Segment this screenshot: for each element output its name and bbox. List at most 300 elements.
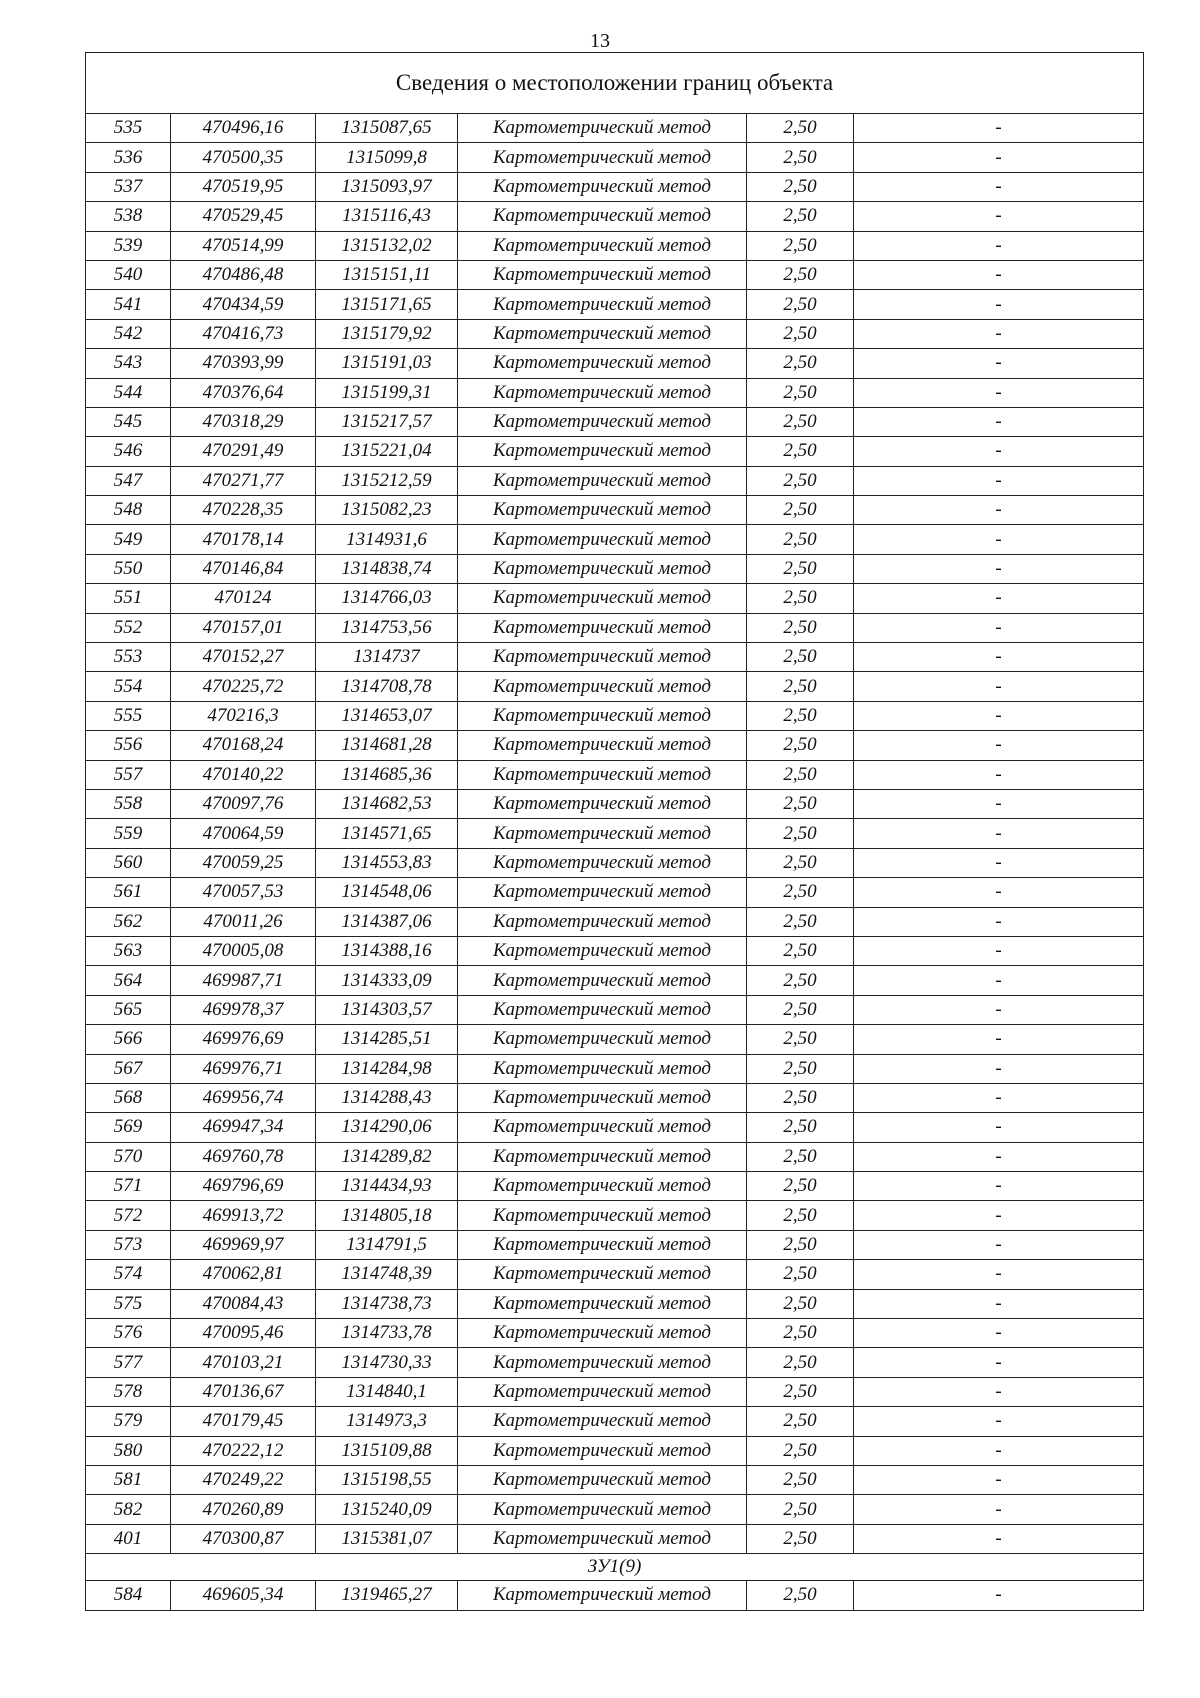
accuracy-cell: 2,50 [747,1025,854,1054]
y-coordinate-cell: 1314285,51 [316,1025,458,1054]
y-coordinate-cell: 1315179,92 [316,319,458,348]
point-number-cell: 571 [86,1172,171,1201]
method-cell: Картометрический метод [458,1230,747,1259]
x-coordinate-cell: 470178,14 [171,525,316,554]
description-cell: - [854,1025,1144,1054]
method-cell: Картометрический метод [458,172,747,201]
method-cell: Картометрический метод [458,878,747,907]
x-coordinate-cell: 470300,87 [171,1524,316,1553]
description-cell: - [854,349,1144,378]
y-coordinate-cell: 1315116,43 [316,202,458,231]
y-coordinate-cell: 1314766,03 [316,584,458,613]
point-number-cell: 554 [86,672,171,701]
description-cell: - [854,319,1144,348]
point-number-cell: 580 [86,1436,171,1465]
x-coordinate-cell: 470140,22 [171,760,316,789]
description-cell: - [854,819,1144,848]
description-cell: - [854,525,1144,554]
method-cell: Картометрический метод [458,1172,747,1201]
point-number-cell: 401 [86,1524,171,1553]
point-number-cell: 565 [86,995,171,1024]
method-cell: Картометрический метод [458,319,747,348]
accuracy-cell: 2,50 [747,437,854,466]
point-number-cell: 559 [86,819,171,848]
accuracy-cell: 2,50 [747,319,854,348]
y-coordinate-cell: 1314838,74 [316,554,458,583]
point-number-cell: 562 [86,907,171,936]
point-number-cell: 558 [86,789,171,818]
point-number-cell: 537 [86,172,171,201]
point-number-cell: 576 [86,1319,171,1348]
table-row [86,1142,1144,1171]
method-cell: Картометрический метод [458,1581,747,1610]
table-row [86,1083,1144,1112]
method-cell: Картометрический метод [458,202,747,231]
accuracy-cell: 2,50 [747,143,854,172]
method-cell: Картометрический метод [458,731,747,760]
accuracy-cell: 2,50 [747,907,854,936]
x-coordinate-cell: 470222,12 [171,1436,316,1465]
y-coordinate-cell: 1314733,78 [316,1319,458,1348]
y-coordinate-cell: 1315221,04 [316,437,458,466]
table-row [86,554,1144,583]
method-cell: Картометрический метод [458,760,747,789]
x-coordinate-cell: 470416,73 [171,319,316,348]
point-number-cell: 566 [86,1025,171,1054]
y-coordinate-cell: 1315198,55 [316,1465,458,1494]
accuracy-cell: 2,50 [747,1289,854,1318]
accuracy-cell: 2,50 [747,701,854,730]
accuracy-cell: 2,50 [747,114,854,143]
accuracy-cell: 2,50 [747,231,854,260]
description-cell: - [854,260,1144,289]
accuracy-cell: 2,50 [747,407,854,436]
description-cell: - [854,496,1144,525]
table-row [86,1319,1144,1348]
x-coordinate-cell: 469956,74 [171,1083,316,1112]
point-number-cell: 540 [86,260,171,289]
x-coordinate-cell: 469976,71 [171,1054,316,1083]
table-row [86,995,1144,1024]
x-coordinate-cell: 470260,89 [171,1495,316,1524]
x-coordinate-cell: 470228,35 [171,496,316,525]
section-header-row [86,1554,1144,1581]
method-cell: Картометрический метод [458,1436,747,1465]
y-coordinate-cell: 1315109,88 [316,1436,458,1465]
description-cell: - [854,1319,1144,1348]
description-cell: - [854,231,1144,260]
accuracy-cell: 2,50 [747,260,854,289]
point-number-cell: 551 [86,584,171,613]
table-row [86,613,1144,642]
x-coordinate-cell: 470064,59 [171,819,316,848]
point-number-cell: 539 [86,231,171,260]
accuracy-cell: 2,50 [747,290,854,319]
method-cell: Картометрический метод [458,936,747,965]
accuracy-cell: 2,50 [747,789,854,818]
x-coordinate-cell: 470103,21 [171,1348,316,1377]
description-cell: - [854,437,1144,466]
x-coordinate-cell: 470393,99 [171,349,316,378]
description-cell: - [854,1436,1144,1465]
table-row [86,231,1144,260]
point-number-cell: 575 [86,1289,171,1318]
table-row [86,760,1144,789]
accuracy-cell: 2,50 [747,936,854,965]
boundary-coordinates-table [85,52,1144,1611]
table-row [86,1377,1144,1406]
description-cell: - [854,1524,1144,1553]
table-row [86,1581,1144,1610]
y-coordinate-cell: 1315191,03 [316,349,458,378]
x-coordinate-cell: 470152,27 [171,643,316,672]
method-cell: Картометрический метод [458,1289,747,1318]
x-coordinate-cell: 470529,45 [171,202,316,231]
y-coordinate-cell: 1314738,73 [316,1289,458,1318]
description-cell: - [854,114,1144,143]
method-cell: Картометрический метод [458,554,747,583]
y-coordinate-cell: 1315212,59 [316,466,458,495]
x-coordinate-cell: 470097,76 [171,789,316,818]
x-coordinate-cell: 469969,97 [171,1230,316,1259]
table-row [86,466,1144,495]
description-cell: - [854,1581,1144,1610]
x-coordinate-cell: 469987,71 [171,966,316,995]
point-number-cell: 544 [86,378,171,407]
y-coordinate-cell: 1315217,57 [316,407,458,436]
y-coordinate-cell: 1314805,18 [316,1201,458,1230]
accuracy-cell: 2,50 [747,731,854,760]
description-cell: - [854,701,1144,730]
method-cell: Картометрический метод [458,819,747,848]
y-coordinate-cell: 1319465,27 [316,1581,458,1610]
point-number-cell: 543 [86,349,171,378]
table-row [86,966,1144,995]
accuracy-cell: 2,50 [747,1348,854,1377]
x-coordinate-cell: 470157,01 [171,613,316,642]
table-row [86,1289,1144,1318]
point-number-cell: 563 [86,936,171,965]
method-cell: Картометрический метод [458,1319,747,1348]
point-number-cell: 547 [86,466,171,495]
point-number-cell: 535 [86,114,171,143]
description-cell: - [854,554,1144,583]
point-number-cell: 578 [86,1377,171,1406]
method-cell: Картометрический метод [458,466,747,495]
point-number-cell: 553 [86,643,171,672]
method-cell: Картометрический метод [458,1524,747,1553]
description-cell: - [854,1230,1144,1259]
method-cell: Картометрический метод [458,1260,747,1289]
description-cell: - [854,584,1144,613]
table-row [86,643,1144,672]
y-coordinate-cell: 1314708,78 [316,672,458,701]
table-row [86,319,1144,348]
method-cell: Картометрический метод [458,1025,747,1054]
method-cell: Картометрический метод [458,1465,747,1494]
method-cell: Картометрический метод [458,231,747,260]
description-cell: - [854,1142,1144,1171]
x-coordinate-cell: 470005,08 [171,936,316,965]
description-cell: - [854,1113,1144,1142]
y-coordinate-cell: 1314748,39 [316,1260,458,1289]
description-cell: - [854,789,1144,818]
x-coordinate-cell: 469976,69 [171,1025,316,1054]
description-cell: - [854,1289,1144,1318]
point-number-cell: 552 [86,613,171,642]
point-number-cell: 560 [86,848,171,877]
accuracy-cell: 2,50 [747,995,854,1024]
method-cell: Картометрический метод [458,1142,747,1171]
method-cell: Картометрический метод [458,1495,747,1524]
table-body [86,53,1144,1611]
y-coordinate-cell: 1314973,3 [316,1407,458,1436]
x-coordinate-cell: 470271,77 [171,466,316,495]
description-cell: - [854,643,1144,672]
table-row [86,1260,1144,1289]
x-coordinate-cell: 470496,16 [171,114,316,143]
y-coordinate-cell: 1315082,23 [316,496,458,525]
accuracy-cell: 2,50 [747,496,854,525]
method-cell: Картометрический метод [458,995,747,1024]
x-coordinate-cell: 470179,45 [171,1407,316,1436]
accuracy-cell: 2,50 [747,1230,854,1259]
x-coordinate-cell: 470434,59 [171,290,316,319]
x-coordinate-cell: 469760,78 [171,1142,316,1171]
table-row [86,701,1144,730]
table-row [86,407,1144,436]
description-cell: - [854,936,1144,965]
y-coordinate-cell: 1314737 [316,643,458,672]
y-coordinate-cell: 1314685,36 [316,760,458,789]
description-cell: - [854,1201,1144,1230]
method-cell: Картометрический метод [458,349,747,378]
table-row [86,1495,1144,1524]
accuracy-cell: 2,50 [747,1172,854,1201]
table-row [86,525,1144,554]
y-coordinate-cell: 1314553,83 [316,848,458,877]
x-coordinate-cell: 470514,99 [171,231,316,260]
table-row [86,936,1144,965]
accuracy-cell: 2,50 [747,525,854,554]
y-coordinate-cell: 1314931,6 [316,525,458,554]
x-coordinate-cell: 470376,64 [171,378,316,407]
point-number-cell: 577 [86,1348,171,1377]
method-cell: Картометрический метод [458,907,747,936]
y-coordinate-cell: 1315240,09 [316,1495,458,1524]
description-cell: - [854,378,1144,407]
description-cell: - [854,848,1144,877]
y-coordinate-cell: 1315087,65 [316,114,458,143]
description-cell: - [854,1054,1144,1083]
y-coordinate-cell: 1314387,06 [316,907,458,936]
description-cell: - [854,672,1144,701]
accuracy-cell: 2,50 [747,1260,854,1289]
table-row [86,260,1144,289]
point-number-cell: 549 [86,525,171,554]
accuracy-cell: 2,50 [747,1465,854,1494]
description-cell: - [854,1465,1144,1494]
x-coordinate-cell: 470146,84 [171,554,316,583]
description-cell: - [854,202,1144,231]
method-cell: Картометрический метод [458,613,747,642]
point-number-cell: 550 [86,554,171,583]
accuracy-cell: 2,50 [747,584,854,613]
method-cell: Картометрический метод [458,672,747,701]
y-coordinate-cell: 1314681,28 [316,731,458,760]
y-coordinate-cell: 1314290,06 [316,1113,458,1142]
y-coordinate-cell: 1315151,11 [316,260,458,289]
method-cell: Картометрический метод [458,496,747,525]
y-coordinate-cell: 1314571,65 [316,819,458,848]
description-cell: - [854,878,1144,907]
table-row [86,1348,1144,1377]
table-row [86,907,1144,936]
y-coordinate-cell: 1314753,56 [316,613,458,642]
y-coordinate-cell: 1315171,65 [316,290,458,319]
accuracy-cell: 2,50 [747,966,854,995]
x-coordinate-cell: 470057,53 [171,878,316,907]
method-cell: Картометрический метод [458,1348,747,1377]
y-coordinate-cell: 1314682,53 [316,789,458,818]
table-row [86,290,1144,319]
point-number-cell: 545 [86,407,171,436]
description-cell: - [854,1495,1144,1524]
accuracy-cell: 2,50 [747,848,854,877]
table-row [86,1201,1144,1230]
accuracy-cell: 2,50 [747,1377,854,1406]
x-coordinate-cell: 470059,25 [171,848,316,877]
x-coordinate-cell: 469947,34 [171,1113,316,1142]
point-number-cell: 564 [86,966,171,995]
table-row [86,437,1144,466]
description-cell: - [854,613,1144,642]
point-number-cell: 567 [86,1054,171,1083]
method-cell: Картометрический метод [458,114,747,143]
table-row [86,496,1144,525]
method-cell: Картометрический метод [458,525,747,554]
accuracy-cell: 2,50 [747,760,854,789]
point-number-cell: 541 [86,290,171,319]
accuracy-cell: 2,50 [747,613,854,642]
description-cell: - [854,1172,1144,1201]
description-cell: - [854,1377,1144,1406]
section-label: ЗУ1(9) [86,1554,1144,1581]
y-coordinate-cell: 1314653,07 [316,701,458,730]
table-row [86,172,1144,201]
method-cell: Картометрический метод [458,1201,747,1230]
point-number-cell: 548 [86,496,171,525]
y-coordinate-cell: 1315199,31 [316,378,458,407]
x-coordinate-cell: 470084,43 [171,1289,316,1318]
point-number-cell: 579 [86,1407,171,1436]
point-number-cell: 557 [86,760,171,789]
y-coordinate-cell: 1314289,82 [316,1142,458,1171]
y-coordinate-cell: 1314303,57 [316,995,458,1024]
description-cell: - [854,290,1144,319]
table-row [86,731,1144,760]
table-row [86,349,1144,378]
table-row [86,1172,1144,1201]
point-number-cell: 556 [86,731,171,760]
x-coordinate-cell: 470124 [171,584,316,613]
point-number-cell: 555 [86,701,171,730]
accuracy-cell: 2,50 [747,1436,854,1465]
method-cell: Картометрический метод [458,1377,747,1406]
y-coordinate-cell: 1314548,06 [316,878,458,907]
method-cell: Картометрический метод [458,143,747,172]
x-coordinate-cell: 470136,67 [171,1377,316,1406]
accuracy-cell: 2,50 [747,819,854,848]
method-cell: Картометрический метод [458,260,747,289]
x-coordinate-cell: 470168,24 [171,731,316,760]
y-coordinate-cell: 1314288,43 [316,1083,458,1112]
accuracy-cell: 2,50 [747,1495,854,1524]
table-row [86,819,1144,848]
description-cell: - [854,1407,1144,1436]
accuracy-cell: 2,50 [747,1054,854,1083]
x-coordinate-cell: 470249,22 [171,1465,316,1494]
point-number-cell: 569 [86,1113,171,1142]
y-coordinate-cell: 1315132,02 [316,231,458,260]
method-cell: Картометрический метод [458,1083,747,1112]
description-cell: - [854,731,1144,760]
description-cell: - [854,1260,1144,1289]
point-number-cell: 572 [86,1201,171,1230]
description-cell: - [854,760,1144,789]
y-coordinate-cell: 1314333,09 [316,966,458,995]
description-cell: - [854,1083,1144,1112]
table-row [86,143,1144,172]
accuracy-cell: 2,50 [747,1201,854,1230]
table-row [86,1230,1144,1259]
accuracy-cell: 2,50 [747,672,854,701]
point-number-cell: 568 [86,1083,171,1112]
description-cell: - [854,172,1144,201]
accuracy-cell: 2,50 [747,1319,854,1348]
description-cell: - [854,407,1144,436]
y-coordinate-cell: 1315093,97 [316,172,458,201]
description-cell: - [854,143,1144,172]
table-row [86,672,1144,701]
point-number-cell: 542 [86,319,171,348]
accuracy-cell: 2,50 [747,1524,854,1553]
description-cell: - [854,907,1144,936]
y-coordinate-cell: 1314730,33 [316,1348,458,1377]
description-cell: - [854,995,1144,1024]
table-row [86,378,1144,407]
table-row [86,114,1144,143]
x-coordinate-cell: 470011,26 [171,907,316,936]
table-row [86,1025,1144,1054]
point-number-cell: 584 [86,1581,171,1610]
accuracy-cell: 2,50 [747,378,854,407]
method-cell: Картометрический метод [458,1113,747,1142]
point-number-cell: 581 [86,1465,171,1494]
accuracy-cell: 2,50 [747,466,854,495]
x-coordinate-cell: 470095,46 [171,1319,316,1348]
table-row [86,1465,1144,1494]
method-cell: Картометрический метод [458,407,747,436]
x-coordinate-cell: 470519,95 [171,172,316,201]
page-number: 13 [590,30,610,52]
point-number-cell: 574 [86,1260,171,1289]
x-coordinate-cell: 470291,49 [171,437,316,466]
table-row [86,848,1144,877]
table-row [86,878,1144,907]
x-coordinate-cell: 470500,35 [171,143,316,172]
table-title: Сведения о местоположении границ объекта [86,53,1144,114]
